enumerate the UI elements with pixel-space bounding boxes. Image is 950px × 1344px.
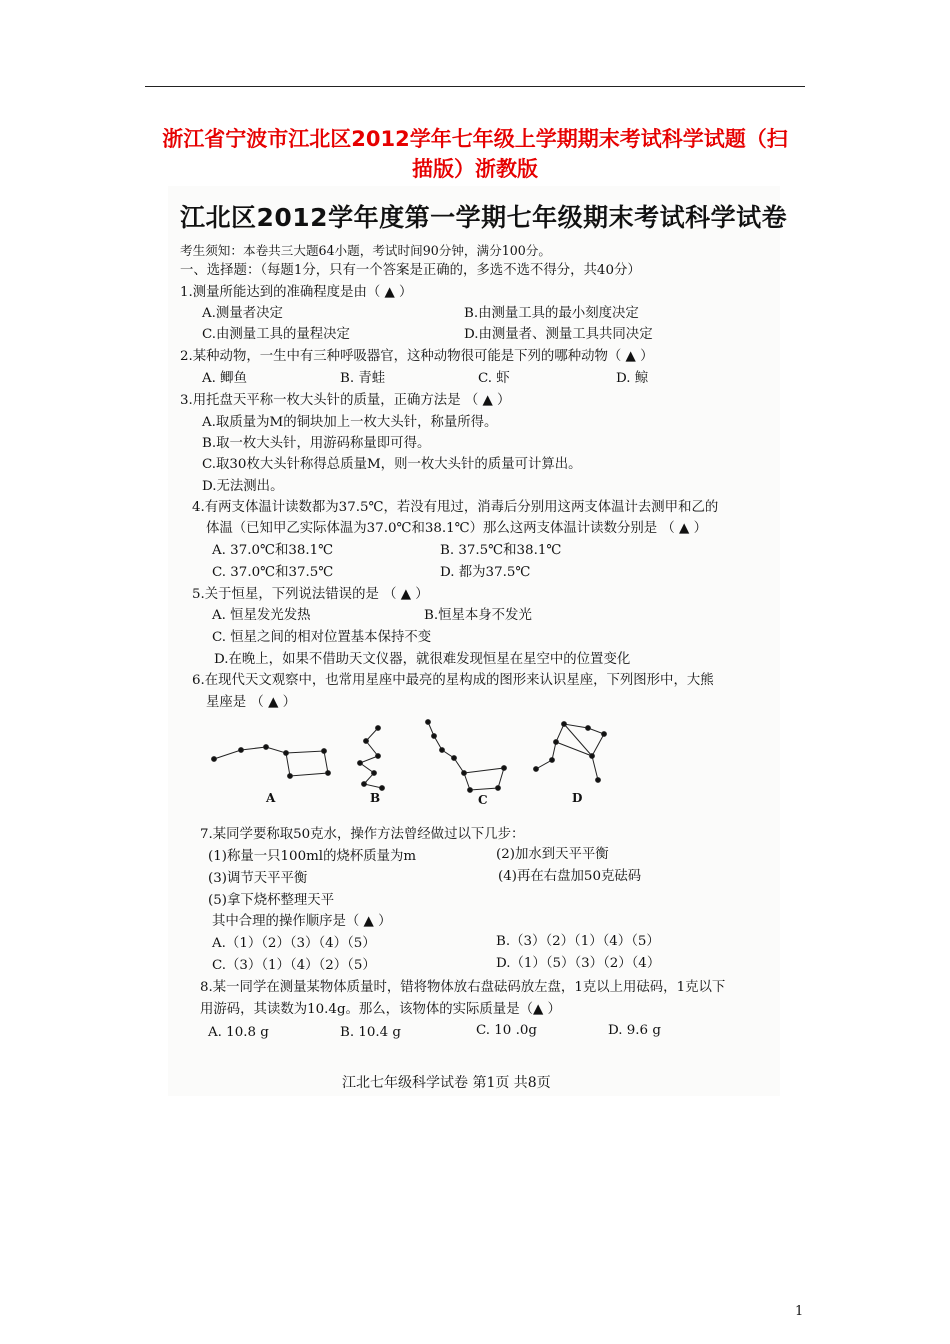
question-7-option-c: C.（3）（1）（4）（2）（5） bbox=[212, 958, 376, 973]
star-dot bbox=[288, 774, 293, 779]
star-dot bbox=[426, 720, 431, 725]
star-dot bbox=[534, 767, 539, 772]
question-5-option-c: C. 恒星之间的相对位置基本保持不变 bbox=[212, 630, 432, 645]
question-7-stem: 7.某同学要称取50克水，操作方法曾经做过以下几步： bbox=[200, 827, 525, 842]
question-7-step-1: (1)称量一只100ml的烧杯质量为m bbox=[208, 849, 417, 864]
question-5-option-d: D.在晚上，如果不借助天文仪器，就很难发现恒星在星空中的位置变化 bbox=[214, 652, 631, 667]
page-title bbox=[140, 124, 810, 184]
star-dot bbox=[326, 771, 331, 776]
question-3-option-c: C.取30枚大头针称得总质量M，则一枚大头针的质量可计算出。 bbox=[202, 457, 582, 472]
star-dot bbox=[468, 788, 473, 793]
question-7-step-5: (5)拿下烧杯整理天平 bbox=[208, 893, 335, 908]
star-dot bbox=[590, 754, 595, 759]
star-dot bbox=[284, 751, 289, 756]
question-7-step-4: (4)再在右盘加50克砝码 bbox=[498, 869, 642, 884]
question-3-option-a: A.取质量为M的铜块加上一枚大头针，称量所得。 bbox=[202, 415, 498, 430]
question-1-option-d: D.由测量者、测量工具共同决定 bbox=[464, 327, 653, 342]
question-1-option-b: B.由测量工具的最小刻度决定 bbox=[464, 306, 639, 321]
star-dot bbox=[496, 786, 501, 791]
star-dot bbox=[554, 740, 559, 745]
constellation-label-a: A bbox=[266, 791, 276, 805]
question-4-option-c: C. 37.0℃和37.5℃ bbox=[212, 565, 334, 580]
section-heading: 一、选择题：（每题1分，只有一个答案是正确的，多选不选不得分，共40分） bbox=[180, 263, 641, 278]
star-dot bbox=[322, 749, 327, 754]
exam-notice: 考生须知：本卷共三大题64小题，考试时间90分钟，满分100分。 bbox=[180, 243, 551, 258]
question-4-option-a: A. 37.0℃和38.1℃ bbox=[212, 543, 334, 558]
question-4-stem-line1: 4.有两支体温计读数都为37.5℃，若没有甩过，消毒后分别用这两支体温计去测甲和乙的 bbox=[192, 500, 719, 515]
constellation-diagrams bbox=[206, 716, 776, 806]
constellation-c bbox=[426, 720, 507, 793]
question-2-stem: 2.某种动物，一生中有三种呼吸器官，这种动物很可能是下列的哪种动物（ ▲ ） bbox=[180, 349, 654, 364]
question-8-option-d: D. 9.6 g bbox=[608, 1023, 661, 1038]
header-rule bbox=[145, 86, 805, 87]
star-dot bbox=[264, 745, 269, 750]
star-dot bbox=[239, 748, 244, 753]
question-5-option-b: B.恒星本身不发光 bbox=[424, 608, 532, 623]
constellation-label-d: D bbox=[572, 791, 583, 805]
question-3-option-d: D.无法测出。 bbox=[202, 479, 284, 494]
question-4-option-d: D. 都为37.5℃ bbox=[440, 565, 531, 580]
exam-title: 江北区2012学年度第一学期七年级期末考试科学试卷 bbox=[180, 203, 788, 232]
question-3-stem: 3.用托盘天平称一枚大头针的质量，正确方法是 （ ▲ ） bbox=[180, 393, 511, 408]
star-dot bbox=[502, 766, 507, 771]
star-dot bbox=[212, 757, 217, 762]
question-2-option-b: B. 青蛙 bbox=[340, 371, 386, 386]
question-4-option-b: B. 37.5℃和38.1℃ bbox=[440, 543, 562, 558]
star-dot bbox=[440, 748, 445, 753]
constellation-label-b: B bbox=[370, 791, 381, 805]
constellation-d bbox=[534, 722, 607, 783]
star-dot bbox=[372, 771, 377, 776]
question-8-stem-line2: 用游码，其读数为10.4g。那么，该物体的实际质量是（▲ ） bbox=[200, 1002, 561, 1017]
question-7-ask: 其中合理的操作顺序是（ ▲ ） bbox=[212, 914, 392, 929]
page-title-line2: 描版）浙教版 bbox=[412, 157, 538, 181]
page-number: 1 bbox=[795, 1304, 804, 1319]
question-2-option-c: C. 虾 bbox=[478, 371, 510, 386]
question-6-stem-line2: 星座是 （ ▲ ） bbox=[206, 695, 297, 710]
star-dot bbox=[358, 761, 363, 766]
star-dot bbox=[562, 722, 567, 727]
question-6-stem-line1: 6.在现代天文观察中，也常用星座中最亮的星构成的图形来认识星座，下列图形中，大熊 bbox=[192, 673, 714, 688]
question-8-option-b: B. 10.4 g bbox=[340, 1025, 401, 1040]
exam-footer: 江北七年级科学试卷 第1页 共8页 bbox=[342, 1075, 551, 1091]
star-dot bbox=[452, 756, 457, 761]
constellation-label-c: C bbox=[478, 793, 488, 806]
star-dot bbox=[364, 739, 369, 744]
question-2-option-d: D. 鲸 bbox=[616, 371, 649, 386]
star-dot bbox=[462, 771, 467, 776]
star-dot bbox=[376, 754, 381, 759]
star-dot bbox=[432, 734, 437, 739]
star-dot bbox=[550, 758, 555, 763]
question-8-option-a: A. 10.8 g bbox=[208, 1025, 269, 1040]
star-dot bbox=[380, 786, 385, 791]
question-3-option-b: B.取一枚大头针，用游码称量即可得。 bbox=[202, 436, 431, 451]
question-1-option-a: A.测量者决定 bbox=[202, 306, 283, 321]
question-1-option-c: C.由测量工具的量程决定 bbox=[202, 327, 350, 342]
question-2-option-a: A. 鲫鱼 bbox=[202, 371, 247, 386]
question-7-option-b: B.（3）（2）（1）（4）（5） bbox=[496, 934, 660, 949]
constellation-b bbox=[358, 726, 385, 791]
question-7-step-3: (3)调节天平平衡 bbox=[208, 871, 308, 886]
question-7-step-2: (2)加水到天平平衡 bbox=[496, 847, 609, 862]
star-dot bbox=[362, 782, 367, 787]
question-7-option-a: A.（1）（2）（3）（4）（5） bbox=[212, 936, 376, 951]
star-dot bbox=[376, 726, 381, 731]
question-1-stem: 1.测量所能达到的准确程度是由（ ▲ ） bbox=[180, 285, 413, 300]
star-dot bbox=[602, 732, 607, 737]
constellation-a bbox=[212, 745, 331, 779]
star-dot bbox=[586, 726, 591, 731]
page-title-line1: 浙江省宁波市江北区2012学年七年级上学期期末考试科学试题（扫 bbox=[162, 127, 788, 151]
star-dot bbox=[596, 778, 601, 783]
question-5-option-a: A. 恒星发光发热 bbox=[212, 608, 311, 623]
scanned-exam-page bbox=[168, 186, 788, 1096]
question-7-option-d: D.（1）（5）（3）（2）（4） bbox=[496, 956, 661, 971]
question-8-option-c: C. 10 .0g bbox=[476, 1023, 537, 1038]
question-4-stem-line2: 体温（已知甲乙实际体温为37.0℃和38.1℃）那么这两支体温计读数分别是 （ ▲ ） bbox=[206, 521, 707, 536]
question-8-stem-line1: 8.某一同学在测量某物体质量时，错将物体放右盘砝码放左盘，1克以上用砝码，1克以下 bbox=[200, 980, 726, 995]
question-5-stem: 5.关于恒星，下列说法错误的是 （ ▲ ） bbox=[192, 587, 429, 602]
